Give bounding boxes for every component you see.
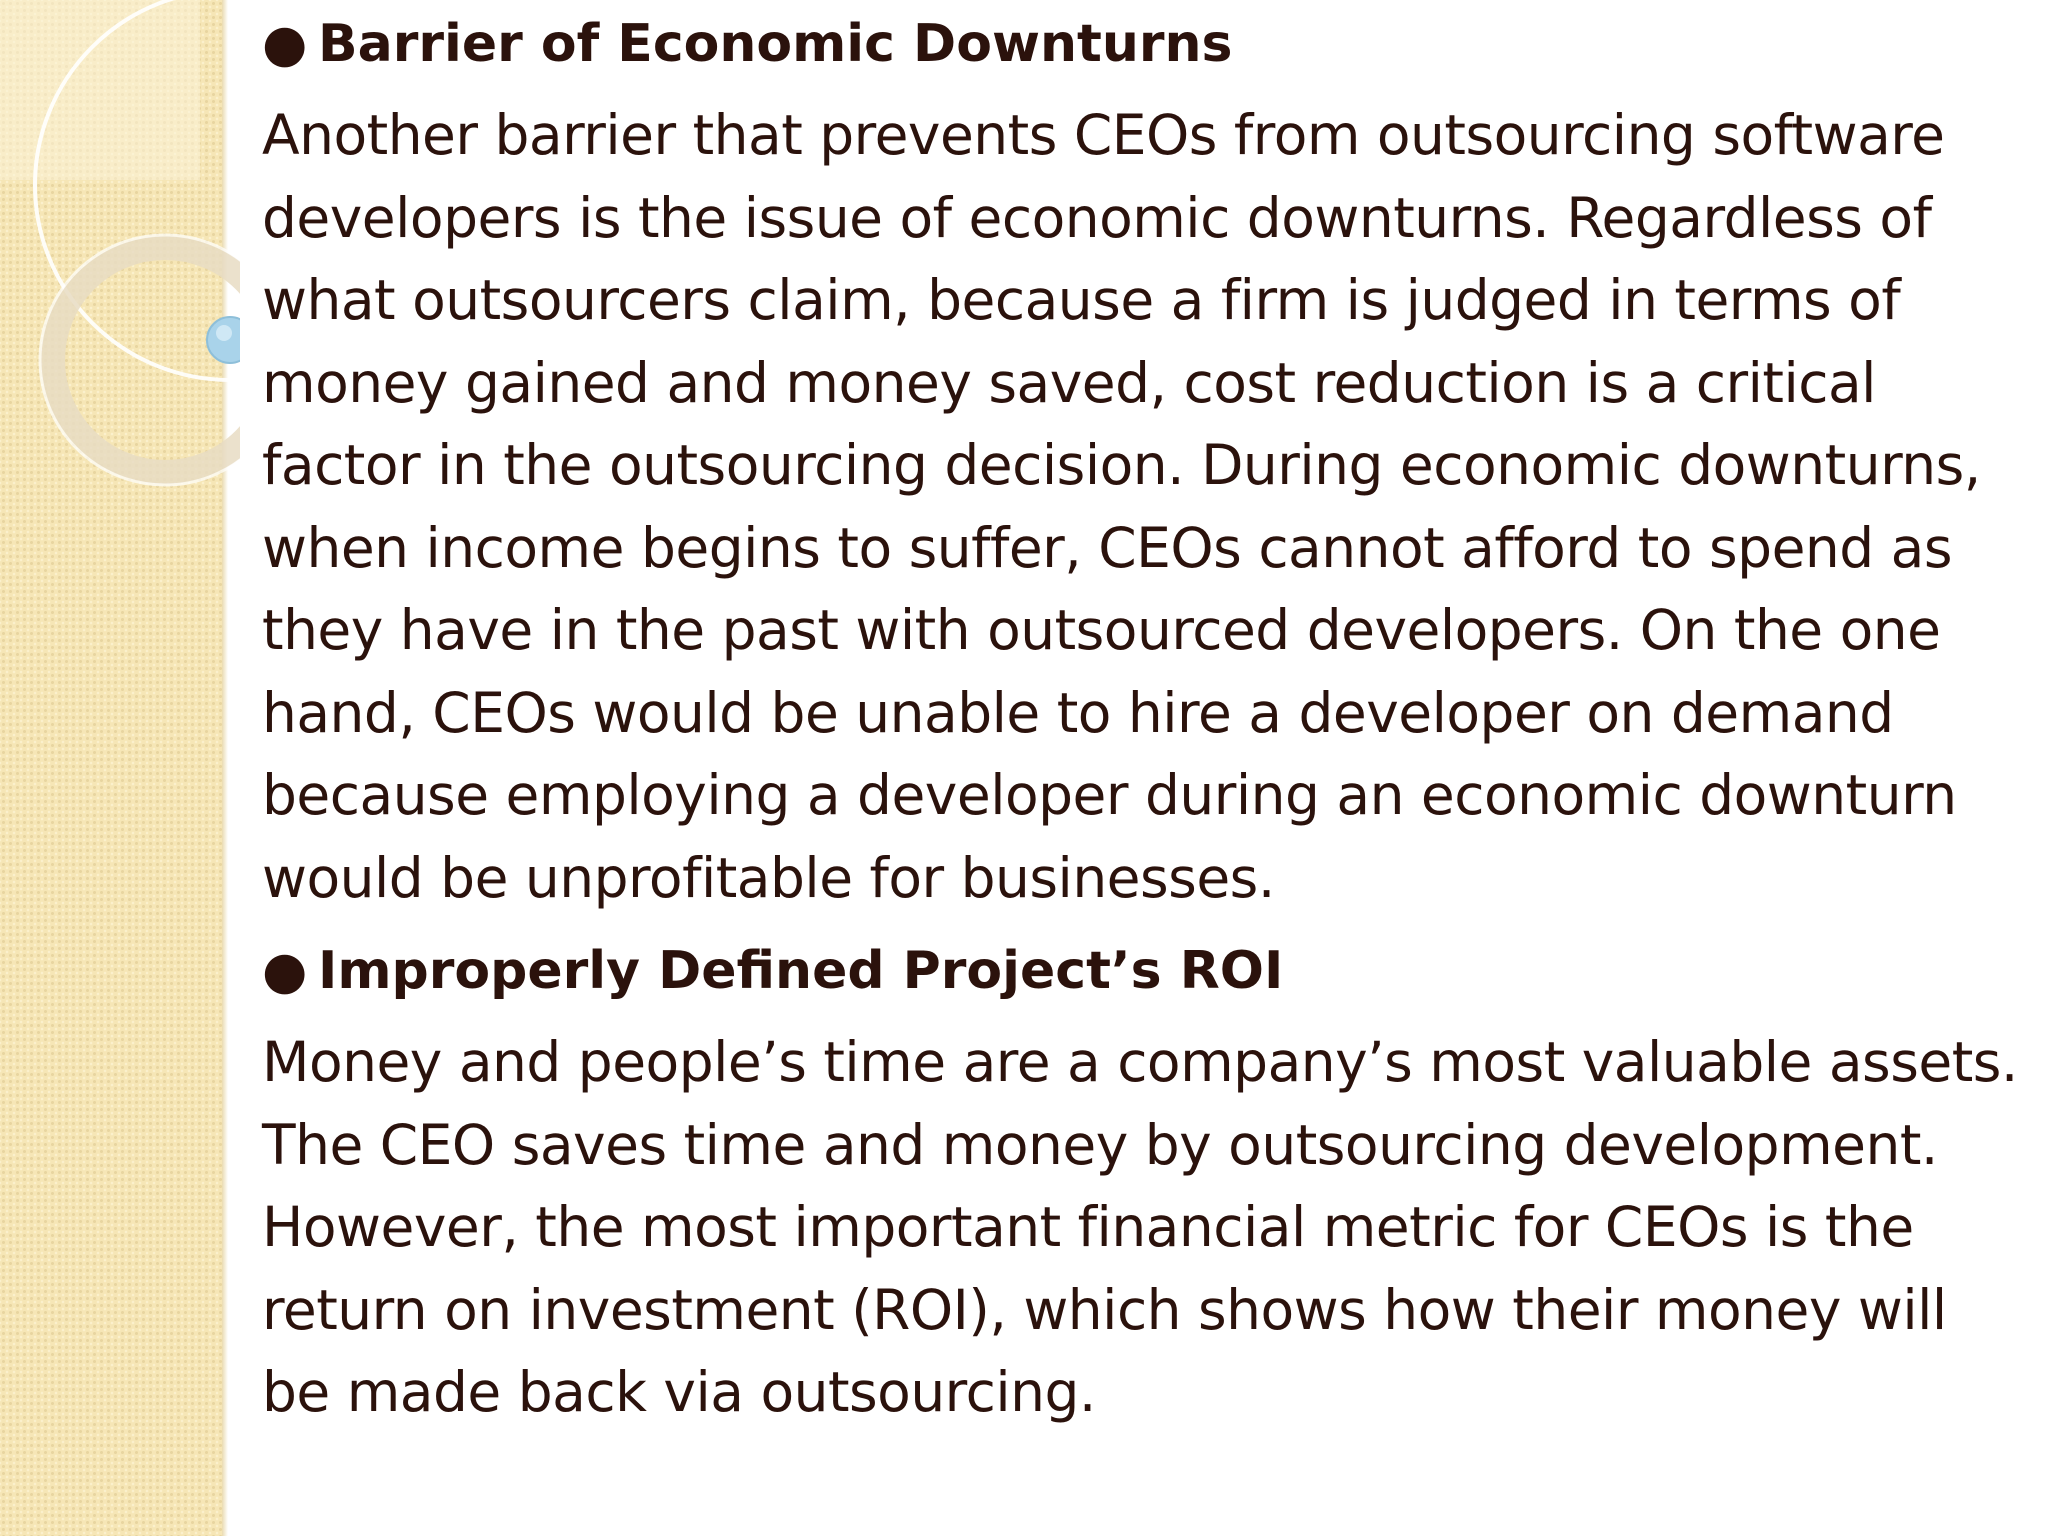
heading-text: Barrier of Economic Downturns	[318, 14, 1233, 74]
text-line: be made back via outsourcing.	[262, 1360, 1096, 1424]
section-heading-economic-downturns	[262, 8, 2032, 80]
text-line: Money and people’s time are a company’s most valuable assets.	[262, 1030, 2018, 1094]
paragraph-roi	[262, 1021, 2032, 1434]
text-line: The CEO saves time and money by outsourcing development.	[262, 1112, 1938, 1177]
decorative-circles-graphic	[0, 0, 240, 520]
text-line: money gained and money saved, cost reduction is a critical	[262, 350, 1876, 415]
heading-text: Improperly Defined Project’s ROI	[318, 941, 1284, 1001]
text-line: would be unprofitable for businesses.	[262, 845, 1275, 910]
text-line: hand, CEOs would be unable to hire a developer on demand	[262, 680, 1894, 745]
section-heading-roi	[262, 935, 2032, 1007]
text-line: what outsourcers claim, because a firm is judged in terms of	[262, 268, 1901, 332]
text-line: they have in the past with outsourced developers. On the one	[262, 598, 1941, 662]
text-line: However, the most important financial metric for CEOs is the	[262, 1195, 1914, 1259]
text-line: because employing a developer during an economic downturn	[262, 763, 1957, 827]
bullet-icon: ●	[262, 14, 308, 74]
text-line: return on investment (ROI), which shows how their money will	[262, 1277, 1947, 1342]
paragraph-economic-downturns	[262, 94, 2032, 919]
text-line: Another barrier that prevents CEOs from outsourcing software	[262, 103, 1945, 167]
text-line: factor in the outsourcing decision. During economic downturns,	[262, 433, 1981, 497]
text-line: developers is the issue of economic downturns. Regardless of	[262, 185, 1932, 250]
slide-content	[262, 8, 2032, 1450]
bullet-icon: ●	[262, 941, 308, 1001]
text-line: when income begins to suffer, CEOs cannot afford to spend as	[262, 515, 1953, 580]
